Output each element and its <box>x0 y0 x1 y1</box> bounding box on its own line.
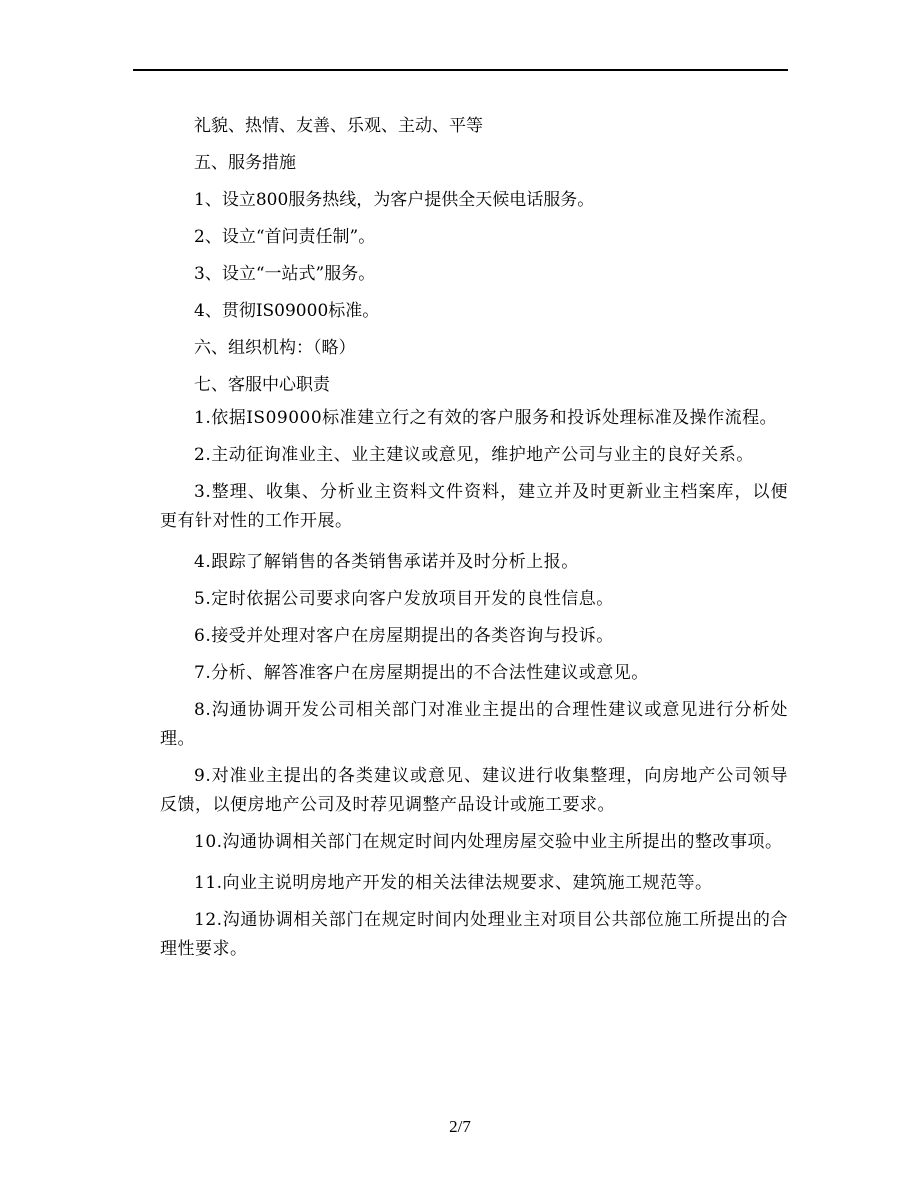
document-body <box>160 108 788 972</box>
duty-item: 1.依据IS09000标准建立行之有效的客户服务和投诉处理标准及操作流程。 <box>194 408 778 428</box>
duty-item: 3.整理、收集、分析业主资料文件资料，建立并及时更新业主档案库，以便更有针对性的工作开展。 <box>160 482 788 531</box>
duty-item: 9.对准业主提出的各类建议或意见、建议进行收集整理，向房地产公司领导反馈，以便房地产公司及时荐见调整产品设计或施工要求。 <box>160 766 788 815</box>
header-rule <box>133 69 788 71</box>
text-line: 礼貌、热情、友善、乐观、主动、平等 <box>194 116 483 136</box>
section-heading: 五、服务措施 <box>194 153 296 173</box>
duty-item: 6.接受并处理对客户在房屋期提出的各类咨询与投诉。 <box>194 626 614 646</box>
section-heading: 六、组织机构：（略） <box>194 338 356 358</box>
list-item: 2、设立“首问责任制”。 <box>194 227 376 247</box>
duty-item: 2.主动征询准业主、业主建议或意见，维护地产公司与业主的良好关系。 <box>194 445 754 465</box>
list-item: 4、贯彻IS09000标准。 <box>194 301 380 321</box>
duty-item: 4.跟踪了解销售的各类销售承诺并及时分析上报。 <box>194 552 579 572</box>
duty-item: 8.沟通协调开发公司相关部门对准业主提出的合理性建议或意见进行分析处理。 <box>160 700 788 749</box>
page-number: 2/7 <box>449 1117 471 1136</box>
duty-item: 10.沟通协调相关部门在规定时间内处理房屋交验中业主所提出的整改事项。 <box>194 832 783 852</box>
list-item: 3、设立“一站式”服务。 <box>194 264 376 284</box>
duty-item: 7.分析、解答准客户在房屋期提出的不合法性建议或意见。 <box>194 663 649 683</box>
list-item: 1、设立800服务热线，为客户提供全天候电话服务。 <box>194 190 595 210</box>
section-heading: 七、客服中心职责 <box>194 375 330 395</box>
duty-item: 11.向业主说明房地产开发的相关法律法规要求、建筑施工规范等。 <box>194 873 713 893</box>
duty-item: 5.定时依据公司要求向客户发放项目开发的良性信息。 <box>194 589 614 609</box>
duty-item: 12.沟通协调相关部门在规定时间内处理业主对项目公共部位施工所提出的合理性要求。 <box>160 910 788 959</box>
